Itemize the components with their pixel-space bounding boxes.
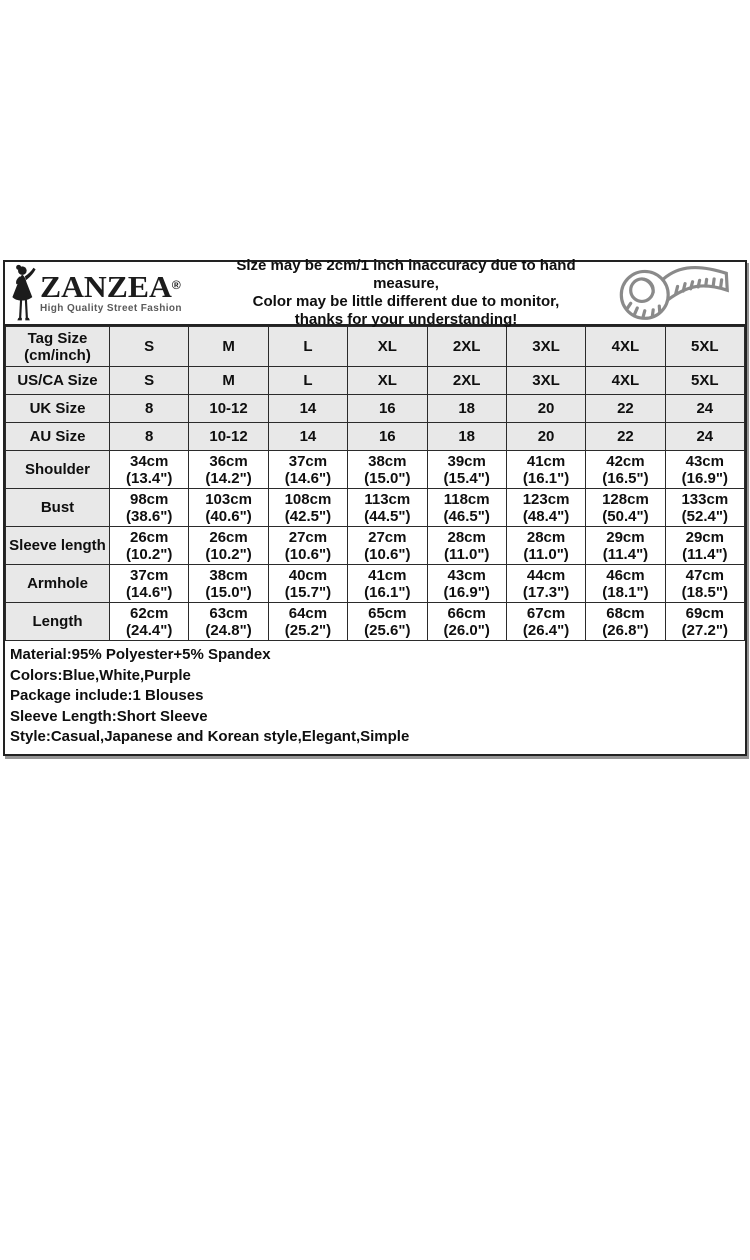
size-value-cell: 27cm (10.6") [268,527,347,565]
size-value-cell: 3XL [506,367,585,395]
size-value-cell: 37cm (14.6") [268,451,347,489]
disclaimer-line: Color may be little different due to monitor, [207,293,605,311]
size-value-cell: 113cm (44.5") [348,489,427,527]
woman-silhouette-icon [9,264,39,322]
table-row [6,395,745,423]
size-value-cell: 22 [586,423,665,451]
table-row [6,565,745,603]
size-value-cell: 128cm (50.4") [586,489,665,527]
size-value-cell: 20 [506,395,585,423]
row-header-cell: UK Size [6,395,110,423]
size-value-cell: 24 [665,395,744,423]
size-value-cell: 38cm (15.0") [348,451,427,489]
table-row [6,451,745,489]
size-value-cell: 62cm (24.4") [110,603,189,641]
size-value-cell: 63cm (24.8") [189,603,268,641]
size-value-cell: 27cm (10.6") [348,527,427,565]
size-value-cell: 3XL [506,327,585,367]
note-sleeve-length: Sleeve Length:Short Sleeve [10,707,737,728]
size-value-cell: 29cm (11.4") [586,527,665,565]
size-value-cell: 65cm (25.6") [348,603,427,641]
size-chart-panel [3,260,747,756]
size-value-cell: 43cm (16.9") [427,565,506,603]
size-value-cell: S [110,327,189,367]
row-header-cell: AU Size [6,423,110,451]
size-value-cell: S [110,367,189,395]
size-value-cell: 133cm (52.4") [665,489,744,527]
size-value-cell: 29cm (11.4") [665,527,744,565]
table-row [6,327,745,367]
measuring-tape-icon [605,263,737,323]
size-value-cell: 14 [268,423,347,451]
note-material: Material:95% Polyester+5% Spandex [10,645,737,666]
size-value-cell: XL [348,367,427,395]
size-value-cell: 67cm (26.4") [506,603,585,641]
size-value-cell: 41cm (16.1") [506,451,585,489]
row-header-cell: Armhole [6,565,110,603]
size-value-cell: 64cm (25.2") [268,603,347,641]
header [5,262,745,326]
size-value-cell: 10-12 [189,395,268,423]
size-value-cell: 8 [110,423,189,451]
table-row [6,423,745,451]
size-value-cell: 41cm (16.1") [348,565,427,603]
size-value-cell: 5XL [665,367,744,395]
size-value-cell: 123cm (48.4") [506,489,585,527]
size-value-cell: 10-12 [189,423,268,451]
note-colors: Colors:Blue,White,Purple [10,666,737,687]
size-value-cell: 26cm (10.2") [189,527,268,565]
size-value-cell: 18 [427,395,506,423]
size-value-cell: L [268,327,347,367]
size-value-cell: 2XL [427,367,506,395]
size-value-cell: 4XL [586,367,665,395]
size-value-cell: 69cm (27.2") [665,603,744,641]
size-value-cell: 20 [506,423,585,451]
size-value-cell: 118cm (46.5") [427,489,506,527]
row-header-cell: US/CA Size [6,367,110,395]
size-value-cell: 8 [110,395,189,423]
disclaimer-text [207,257,605,329]
size-value-cell: 5XL [665,327,744,367]
size-value-cell: 39cm (15.4") [427,451,506,489]
size-value-cell: 98cm (38.6") [110,489,189,527]
size-value-cell: 108cm (42.5") [268,489,347,527]
table-row [6,527,745,565]
size-value-cell: M [189,327,268,367]
size-value-cell: 37cm (14.6") [110,565,189,603]
size-value-cell: XL [348,327,427,367]
size-value-cell: 43cm (16.9") [665,451,744,489]
size-value-cell: 38cm (15.0") [189,565,268,603]
size-value-cell: 68cm (26.8") [586,603,665,641]
size-value-cell: 22 [586,395,665,423]
row-header-cell: Tag Size (cm/inch) [6,327,110,367]
size-value-cell: 40cm (15.7") [268,565,347,603]
disclaimer-line: Size may be 2cm/1 inch inaccuracy due to hand measure, [207,257,605,293]
size-value-cell: 18 [427,423,506,451]
row-header-cell: Bust [6,489,110,527]
zanzea-logo [9,264,207,322]
disclaimer-line: thanks for your understanding! [207,311,605,329]
size-value-cell: 16 [348,423,427,451]
row-header-cell: Sleeve length [6,527,110,565]
table-row [6,489,745,527]
size-value-cell: 4XL [586,327,665,367]
size-value-cell: 26cm (10.2") [110,527,189,565]
size-value-cell: 28cm (11.0") [427,527,506,565]
size-value-cell: 42cm (16.5") [586,451,665,489]
size-value-cell: 2XL [427,327,506,367]
size-value-cell: 103cm (40.6") [189,489,268,527]
size-value-cell: 44cm (17.3") [506,565,585,603]
size-value-cell: 14 [268,395,347,423]
size-value-cell: L [268,367,347,395]
size-value-cell: M [189,367,268,395]
logo-text [40,272,182,314]
size-table [5,326,745,641]
size-value-cell: 36cm (14.2") [189,451,268,489]
note-style: Style:Casual,Japanese and Korean style,Elegant,Simple [10,727,737,748]
size-value-cell: 34cm (13.4") [110,451,189,489]
table-row [6,367,745,395]
size-value-cell: 47cm (18.5") [665,565,744,603]
brand-name: ZANZEA® [40,272,185,302]
product-notes [5,641,745,754]
row-header-cell: Length [6,603,110,641]
table-row [6,603,745,641]
size-value-cell: 16 [348,395,427,423]
registered-mark: ® [172,278,181,292]
size-value-cell: 66cm (26.0") [427,603,506,641]
brand-tagline: High Quality Street Fashion [40,303,182,314]
size-value-cell: 46cm (18.1") [586,565,665,603]
note-package: Package include:1 Blouses [10,686,737,707]
row-header-cell: Shoulder [6,451,110,489]
size-value-cell: 28cm (11.0") [506,527,585,565]
size-value-cell: 24 [665,423,744,451]
